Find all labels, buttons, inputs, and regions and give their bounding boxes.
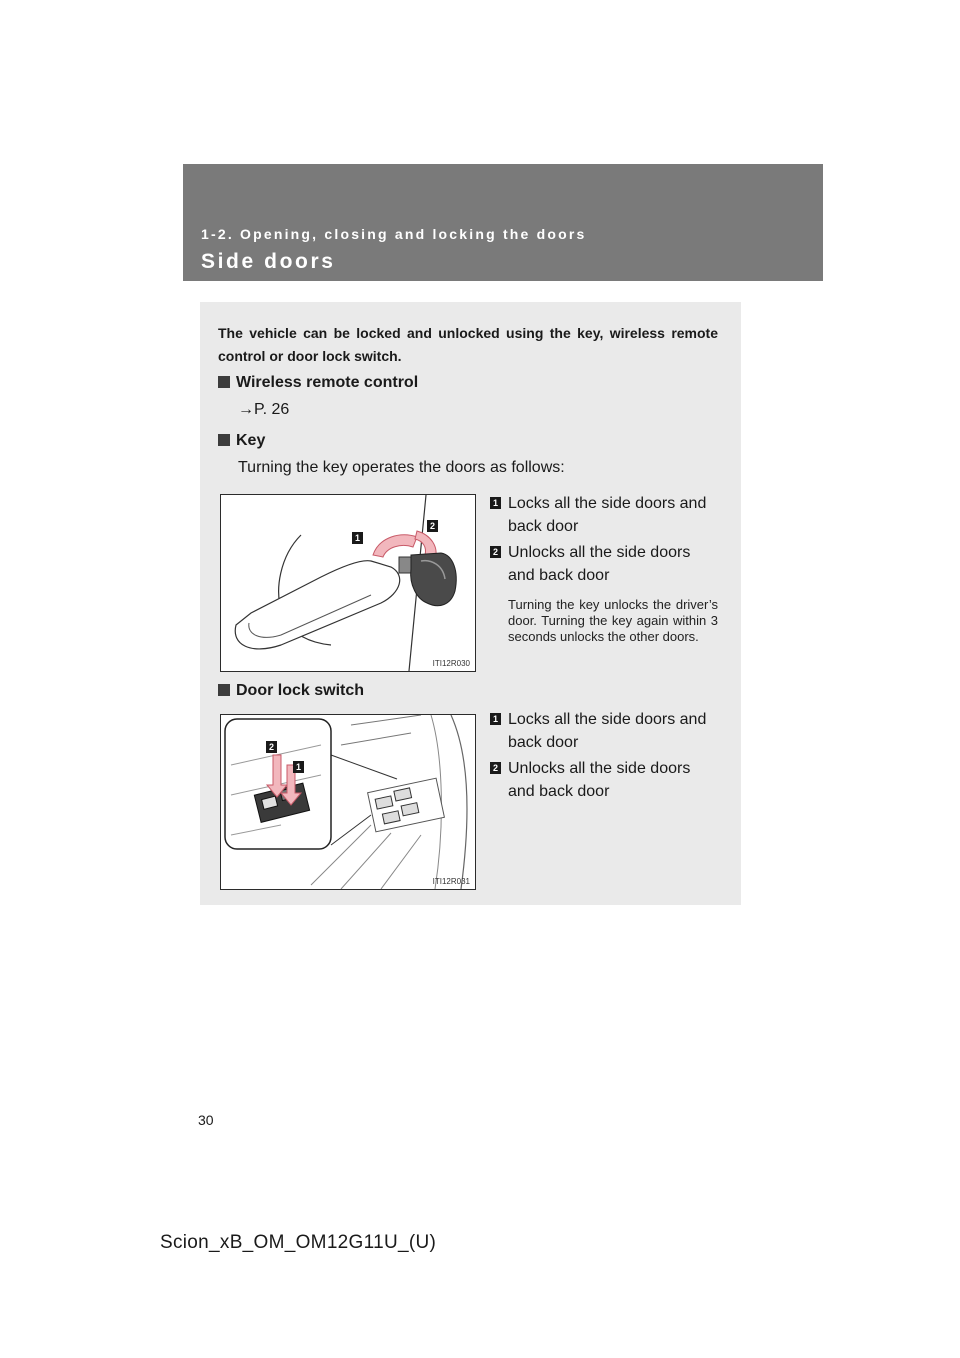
section-header: [183, 164, 823, 281]
key-heading-label: Key: [236, 432, 266, 449]
switch-heading: [218, 682, 364, 700]
page-title: Side doors: [201, 250, 336, 273]
section-label: 1-2. Opening, closing and locking the doors: [201, 226, 587, 242]
footer-text: Scion_xB_OM_OM12G11U_(U): [160, 1232, 437, 1253]
image-code: ITI12R030: [432, 659, 470, 668]
key-steps: [490, 492, 718, 645]
bullet-square-icon: [218, 434, 230, 446]
key-illustration: [220, 494, 476, 672]
wireless-heading-label: Wireless remote control: [236, 374, 419, 391]
bullet-square-icon: [218, 684, 230, 696]
image-code: ITI12R031: [432, 877, 470, 886]
switch-step-1-text: Locks all the side doors and back door: [508, 711, 707, 751]
key-note: Turning the key unlocks the driver’s door. Turning the key again within 3 seconds unlocks the other doors.: [508, 597, 718, 644]
door-handle-key-drawing: [221, 495, 475, 671]
step-badge-2: 2: [490, 546, 501, 558]
illustration-badge-1: 1: [295, 762, 302, 772]
wireless-heading: [218, 374, 418, 392]
illustration-badge-2: 2: [268, 742, 275, 752]
key-step-1-text: Locks all the side doors and back door: [508, 495, 707, 535]
switch-steps: [490, 708, 718, 806]
switch-illustration: [220, 714, 476, 890]
illustration-badge-2: 2: [429, 521, 436, 531]
door-lock-switch-drawing: [221, 715, 475, 889]
step-badge-2: 2: [490, 762, 501, 774]
key-heading: [218, 432, 265, 450]
key-step-2: [490, 541, 718, 587]
wireless-page-ref[interactable]: →P. 26: [238, 401, 290, 418]
illustration-badge-1: 1: [354, 533, 361, 543]
key-description: Turning the key operates the doors as follows:: [238, 459, 565, 476]
intro-text: The vehicle can be locked and unlocked using the key, wireless remote control or door lock switch.: [218, 325, 718, 364]
key-step-2-text: Unlocks all the side doors and back door: [508, 544, 691, 584]
bullet-square-icon: [218, 376, 230, 388]
content-panel: [200, 302, 741, 905]
switch-heading-label: Door lock switch: [236, 682, 365, 699]
key-step-1: [490, 492, 718, 538]
switch-step-2-text: Unlocks all the side doors and back door: [508, 760, 691, 800]
switch-step-2: [490, 757, 718, 803]
switch-step-1: [490, 708, 718, 754]
step-badge-1: 1: [490, 713, 501, 725]
page-number: 30: [198, 1112, 214, 1128]
step-badge-1: 1: [490, 497, 501, 509]
